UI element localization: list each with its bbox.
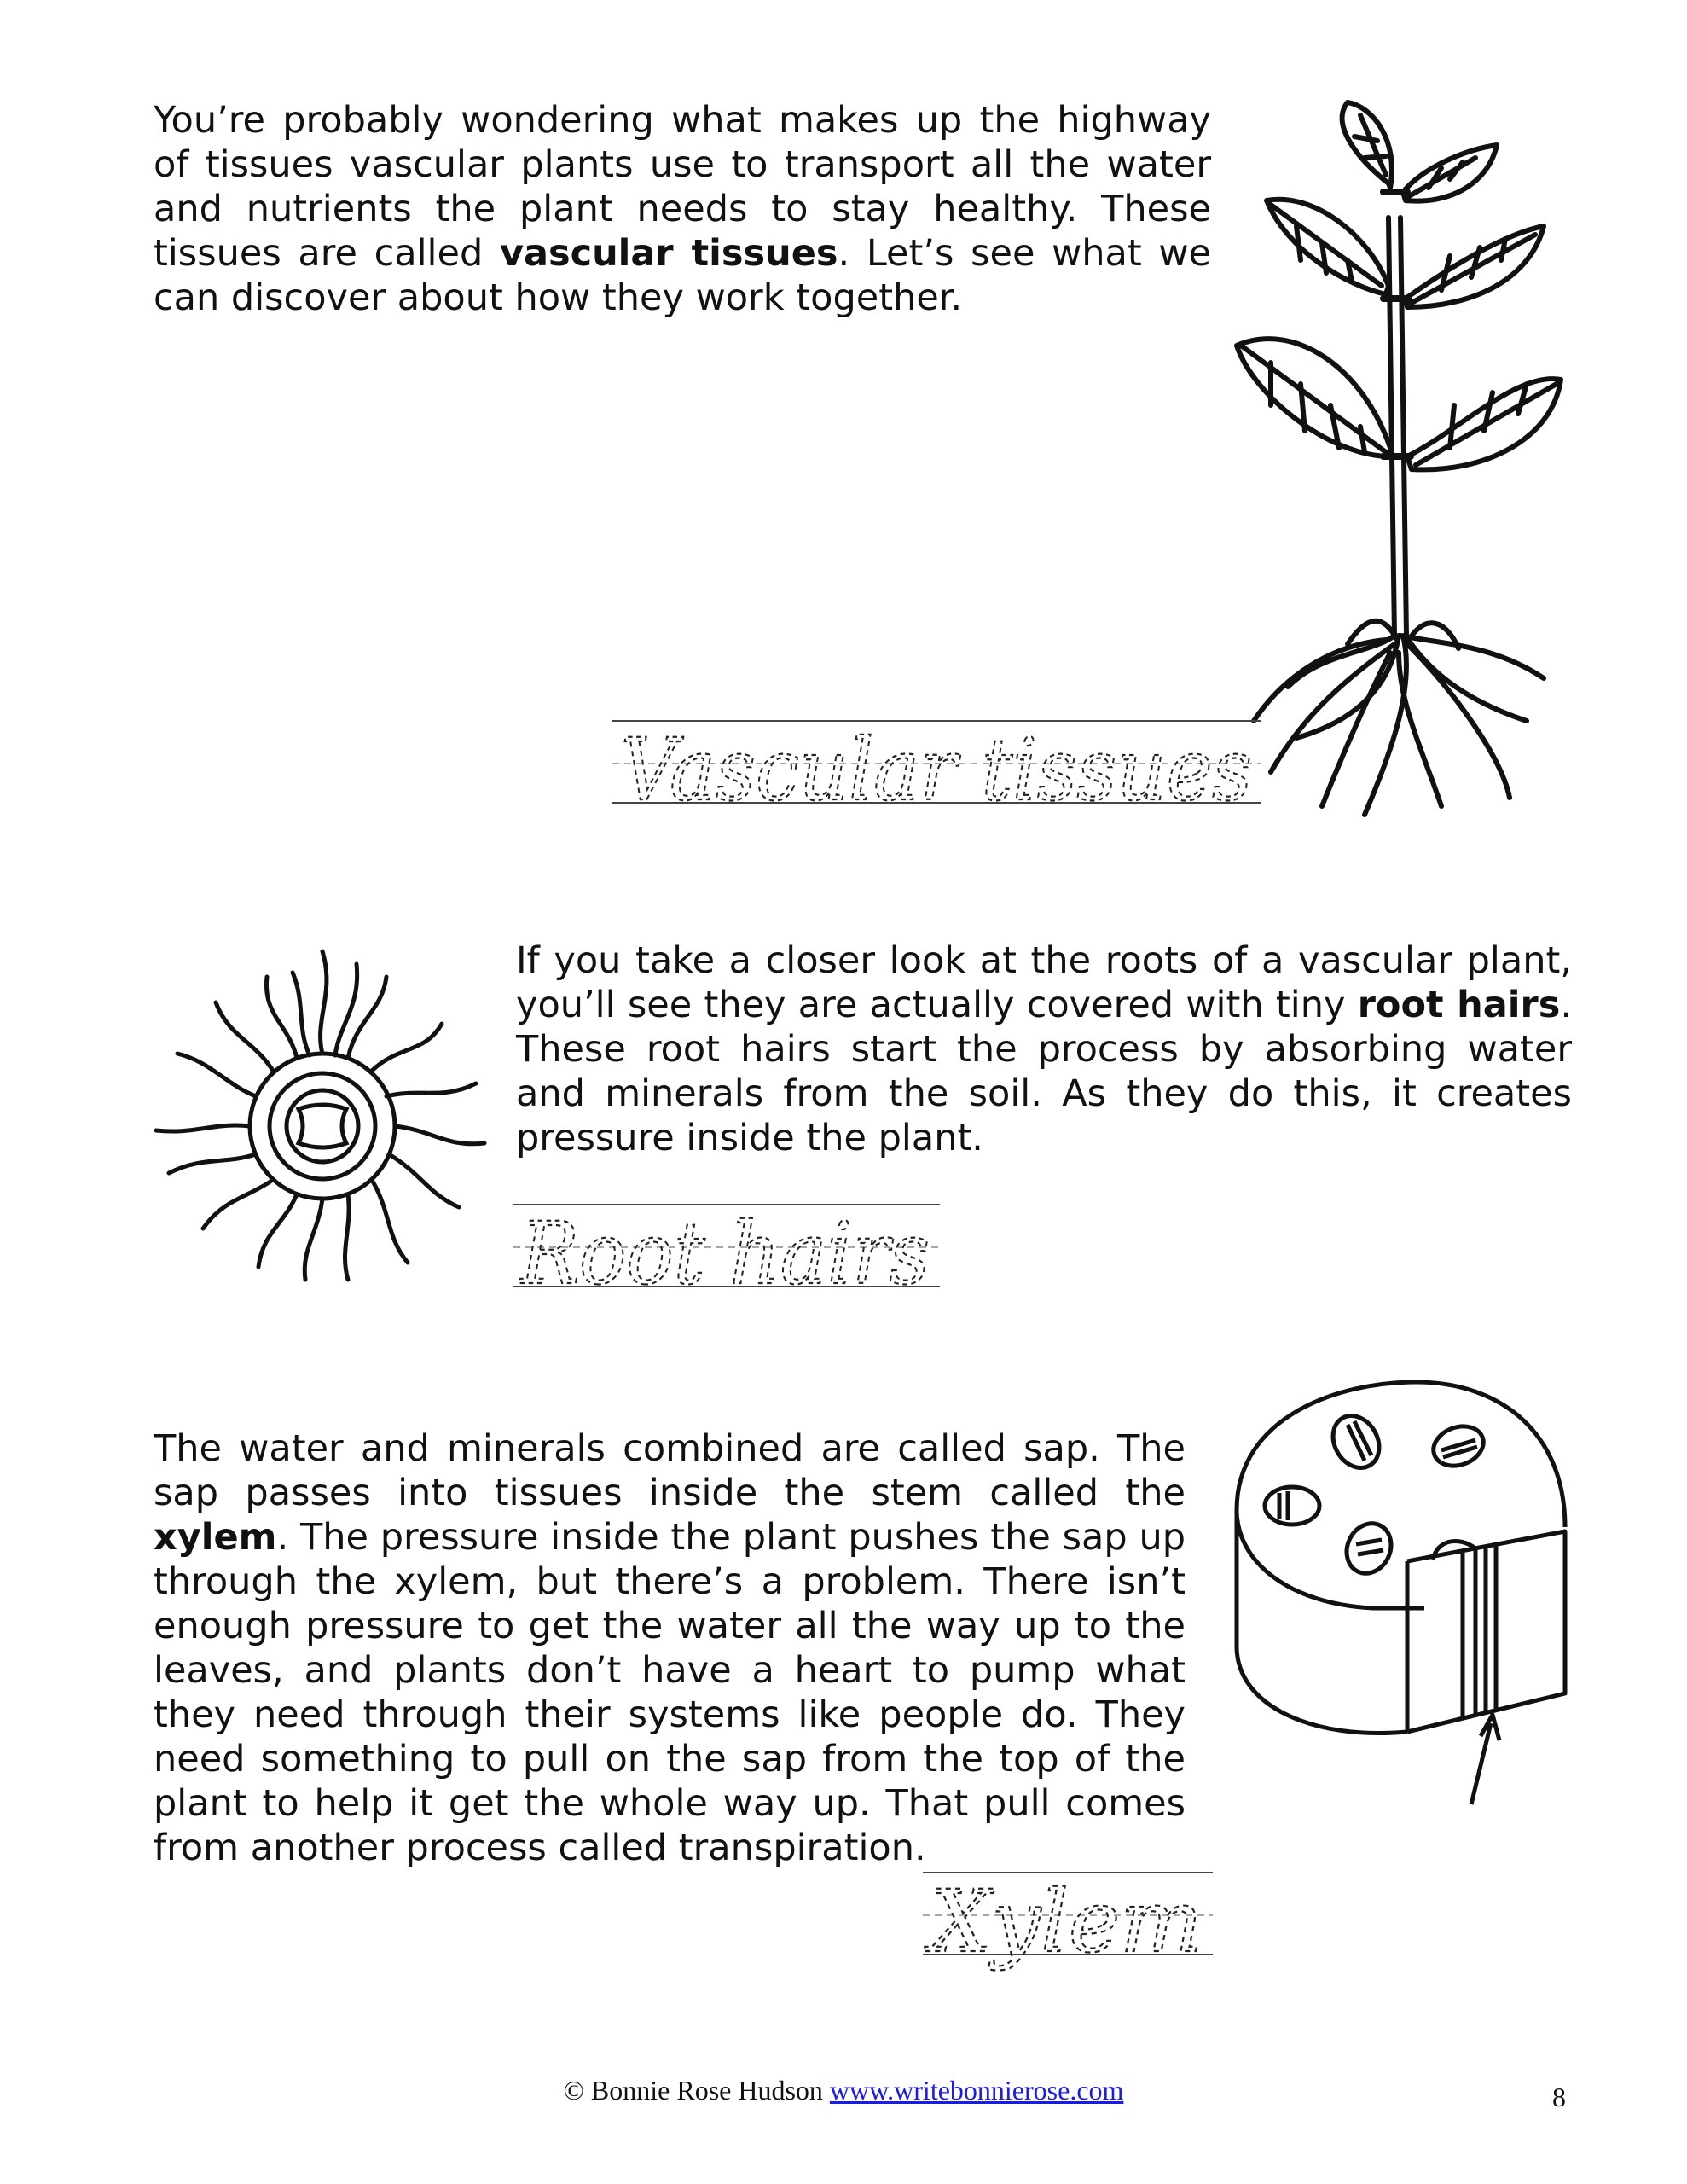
paragraph-root-hairs: [516, 938, 1572, 1160]
plant-illustration: [1220, 90, 1578, 840]
paragraph-text: You’re probably wondering what makes up the highway of tissues vascular plants use to transport all the water and nutrients the plant needs to stay healthy. These tissues are called: [154, 99, 1211, 275]
tracing-word: Xylem: [923, 1872, 1203, 1972]
tracing-word: Root hairs: [519, 1204, 930, 1298]
tracing-line-root-hairs[interactable]: [513, 1196, 940, 1298]
term-vascular-tissues: vascular tissues: [499, 232, 838, 275]
page-number: 8: [1552, 2082, 1566, 2112]
stem-cross-section-illustration: [1220, 1365, 1578, 1809]
root-hairs-cross-section-illustration: [143, 926, 501, 1284]
paragraph-vascular-tissues: [154, 98, 1211, 320]
paragraph-text: . Let’s see what we can discover about how they work together.: [154, 232, 1212, 319]
website-link[interactable]: www.writebonnierose.com: [829, 2075, 1124, 2106]
paragraph-text: . The pressure inside the plant pushes the sap up through the xylem, but there’s a problem. There isn’t enough pressure to get the water all the way up to the leaves, and plants don’t have a heart to pump what they need through their systems like people do. They need something to pull on the sap from the top of the plant to help it get the whole way up. That pull comes from another process called transpiration.: [154, 1516, 1186, 1869]
tracing-word: Vascular tissues: [621, 720, 1252, 815]
paragraph-text: The water and minerals combined are called sap. The sap passes into tissues inside the stem called the: [154, 1427, 1186, 1514]
copyright-text: © Bonnie Rose Hudson: [563, 2075, 823, 2106]
page-footer: [0, 2075, 1687, 2106]
paragraph-xylem: [154, 1426, 1186, 1870]
paragraph-text: . These root hairs start the process by absorbing water and minerals from the soil. As they do this, it creates pressure inside the plant.: [516, 984, 1573, 1159]
term-xylem: xylem: [154, 1516, 277, 1559]
tracing-line-xylem[interactable]: [923, 1864, 1213, 1992]
paragraph-text: If you take a closer look at the roots of a vascular plant, you’ll see they are actually covered with tiny: [516, 939, 1572, 1026]
tracing-line-vascular-tissues[interactable]: [612, 712, 1261, 815]
term-root-hairs: root hairs: [1357, 984, 1561, 1026]
